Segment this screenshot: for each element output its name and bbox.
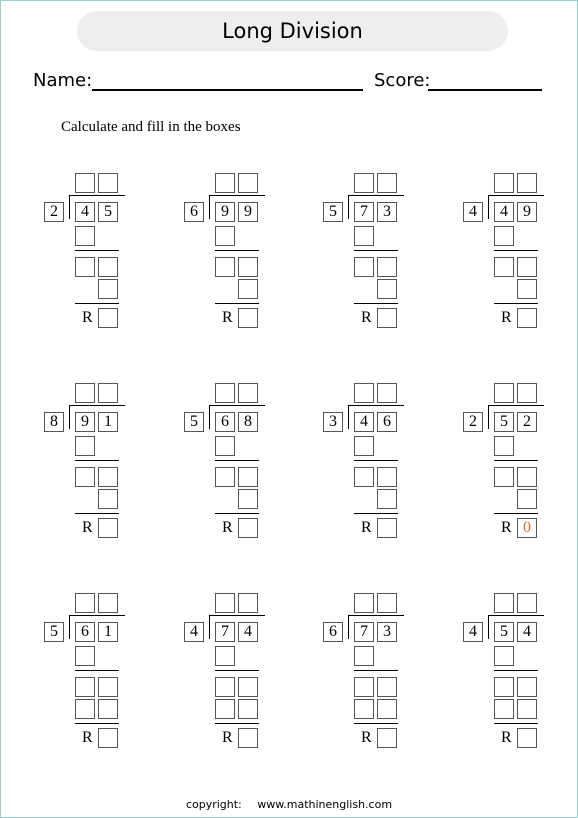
first-product-box[interactable] <box>75 226 95 246</box>
quotient-ones-box[interactable] <box>377 383 397 403</box>
second-product-box[interactable] <box>98 279 118 299</box>
second-product-box[interactable] <box>377 489 397 509</box>
remainder-box[interactable] <box>377 518 397 538</box>
dividend-ones-box: 3 <box>377 202 397 222</box>
division-bar <box>348 195 404 196</box>
remainder-box[interactable] <box>238 518 258 538</box>
remainder-box[interactable] <box>98 308 118 328</box>
dividend-tens-box: 6 <box>215 412 235 432</box>
quotient-tens-box[interactable] <box>354 173 374 193</box>
dividend-tens-box: 9 <box>75 412 95 432</box>
division-bracket <box>348 405 349 429</box>
division-bar <box>69 405 125 406</box>
subtraction-line <box>75 303 119 304</box>
division-bar <box>488 405 544 406</box>
division-problem <box>44 173 164 333</box>
division-problem <box>184 173 304 333</box>
score-field[interactable] <box>428 89 542 91</box>
divisor-box: 4 <box>463 202 483 222</box>
difference-tens-box[interactable] <box>75 677 95 697</box>
remainder-label: R <box>82 309 93 326</box>
second-product-box[interactable] <box>377 279 397 299</box>
difference-tens-box[interactable] <box>494 467 514 487</box>
difference-tens-box[interactable] <box>75 467 95 487</box>
subtraction-line <box>494 250 538 251</box>
subtraction-line <box>215 460 259 461</box>
remainder-label: R <box>501 519 512 536</box>
second-product-tens-box[interactable] <box>75 699 95 719</box>
division-problem <box>44 593 164 753</box>
difference-tens-box[interactable] <box>494 677 514 697</box>
subtraction-line <box>354 303 398 304</box>
remainder-label: R <box>222 519 233 536</box>
subtraction-line <box>494 460 538 461</box>
difference-ones-box[interactable] <box>238 257 258 277</box>
quotient-tens-box[interactable] <box>215 383 235 403</box>
subtraction-line <box>494 513 538 514</box>
dividend-ones-box: 1 <box>98 412 118 432</box>
dividend-tens-box: 7 <box>215 622 235 642</box>
quotient-tens-box[interactable] <box>354 383 374 403</box>
difference-tens-box[interactable] <box>215 677 235 697</box>
quotient-tens-box[interactable] <box>75 383 95 403</box>
quotient-ones-box[interactable] <box>517 593 537 613</box>
division-problem <box>323 173 443 333</box>
difference-ones-box[interactable] <box>517 677 537 697</box>
divisor-box: 2 <box>463 412 483 432</box>
quotient-tens-box[interactable] <box>75 173 95 193</box>
division-bar <box>209 615 265 616</box>
first-product-box[interactable] <box>494 646 514 666</box>
difference-ones-box[interactable] <box>517 467 537 487</box>
divisor-box: 4 <box>463 622 483 642</box>
remainder-box[interactable] <box>238 728 258 748</box>
second-product-ones-box[interactable] <box>238 699 258 719</box>
difference-ones-box[interactable] <box>238 467 258 487</box>
division-bracket <box>209 405 210 429</box>
quotient-tens-box[interactable] <box>354 593 374 613</box>
division-bracket <box>69 615 70 639</box>
subtraction-line <box>494 303 538 304</box>
difference-ones-box[interactable] <box>98 677 118 697</box>
quotient-tens-box[interactable] <box>75 593 95 613</box>
name-label: Name: <box>33 70 93 91</box>
second-product-tens-box[interactable] <box>494 699 514 719</box>
divisor-box: 6 <box>323 622 343 642</box>
first-product-box[interactable] <box>215 436 235 456</box>
remainder-box[interactable] <box>98 518 118 538</box>
quotient-ones-box[interactable] <box>517 173 537 193</box>
difference-tens-box[interactable] <box>494 257 514 277</box>
subtraction-line <box>75 250 119 251</box>
first-product-box[interactable] <box>494 226 514 246</box>
quotient-tens-box[interactable] <box>494 383 514 403</box>
dividend-ones-box: 5 <box>98 202 118 222</box>
remainder-label: R <box>361 519 372 536</box>
remainder-label: R <box>82 729 93 746</box>
dividend-tens-box: 4 <box>354 412 374 432</box>
difference-ones-box[interactable] <box>377 257 397 277</box>
division-bar <box>209 195 265 196</box>
remainder-label: R <box>361 309 372 326</box>
difference-tens-box[interactable] <box>354 257 374 277</box>
division-problem <box>184 593 304 753</box>
division-bar <box>348 405 404 406</box>
quotient-tens-box[interactable] <box>215 593 235 613</box>
divisor-box: 5 <box>184 412 204 432</box>
first-product-box[interactable] <box>354 436 374 456</box>
division-problem <box>463 593 578 753</box>
first-product-box[interactable] <box>494 436 514 456</box>
divisor-box: 5 <box>44 622 64 642</box>
second-product-ones-box[interactable] <box>98 699 118 719</box>
remainder-box[interactable] <box>377 728 397 748</box>
first-product-box[interactable] <box>215 646 235 666</box>
dividend-ones-box: 9 <box>238 202 258 222</box>
worksheet-title: Long Division <box>77 11 508 51</box>
remainder-box[interactable]: 0 <box>517 518 537 538</box>
quotient-ones-box[interactable] <box>517 383 537 403</box>
division-bar <box>209 405 265 406</box>
division-problem <box>184 383 304 543</box>
dividend-tens-box: 7 <box>354 622 374 642</box>
quotient-tens-box[interactable] <box>494 173 514 193</box>
dividend-tens-box: 7 <box>354 202 374 222</box>
difference-ones-box[interactable] <box>377 677 397 697</box>
second-product-ones-box[interactable] <box>377 699 397 719</box>
difference-ones-box[interactable] <box>98 467 118 487</box>
second-product-box[interactable] <box>517 279 537 299</box>
difference-ones-box[interactable] <box>98 257 118 277</box>
divisor-box: 6 <box>184 202 204 222</box>
subtraction-line <box>215 303 259 304</box>
divisor-box: 3 <box>323 412 343 432</box>
division-bracket <box>488 195 489 219</box>
divisor-box: 5 <box>323 202 343 222</box>
subtraction-line <box>354 513 398 514</box>
second-product-box[interactable] <box>98 489 118 509</box>
dividend-ones-box: 4 <box>238 622 258 642</box>
difference-ones-box[interactable] <box>238 677 258 697</box>
quotient-ones-box[interactable] <box>238 383 258 403</box>
first-product-box[interactable] <box>354 646 374 666</box>
subtraction-line <box>494 670 538 671</box>
instruction-text: Calculate and fill in the boxes <box>61 119 241 135</box>
remainder-label: R <box>82 519 93 536</box>
difference-tens-box[interactable] <box>354 467 374 487</box>
quotient-ones-box[interactable] <box>98 383 118 403</box>
remainder-box[interactable] <box>238 308 258 328</box>
subtraction-line <box>75 513 119 514</box>
division-bracket <box>488 405 489 429</box>
subtraction-line <box>354 670 398 671</box>
first-product-box[interactable] <box>75 436 95 456</box>
subtraction-line <box>354 723 398 724</box>
quotient-ones-box[interactable] <box>238 173 258 193</box>
website-link[interactable]: www.mathinenglish.com <box>257 798 393 811</box>
remainder-box[interactable] <box>377 308 397 328</box>
difference-ones-box[interactable] <box>377 467 397 487</box>
quotient-ones-box[interactable] <box>98 593 118 613</box>
subtraction-line <box>75 670 119 671</box>
quotient-ones-box[interactable] <box>98 173 118 193</box>
dividend-tens-box: 6 <box>75 622 95 642</box>
dividend-ones-box: 8 <box>238 412 258 432</box>
division-bracket <box>348 615 349 639</box>
division-bracket <box>69 405 70 429</box>
dividend-tens-box: 5 <box>494 412 514 432</box>
remainder-label: R <box>222 729 233 746</box>
first-product-box[interactable] <box>215 226 235 246</box>
remainder-box[interactable] <box>98 728 118 748</box>
difference-tens-box[interactable] <box>75 257 95 277</box>
quotient-ones-box[interactable] <box>377 593 397 613</box>
subtraction-line <box>215 513 259 514</box>
dividend-ones-box: 9 <box>517 202 537 222</box>
dividend-tens-box: 9 <box>215 202 235 222</box>
division-bar <box>69 195 125 196</box>
division-problem <box>323 593 443 753</box>
subtraction-line <box>354 460 398 461</box>
copyright-label: copyright: <box>185 798 242 811</box>
division-bracket <box>209 615 210 639</box>
dividend-tens-box: 4 <box>494 202 514 222</box>
second-product-box[interactable] <box>238 279 258 299</box>
second-product-box[interactable] <box>238 489 258 509</box>
dividend-tens-box: 4 <box>75 202 95 222</box>
division-problem <box>463 173 578 333</box>
subtraction-line <box>75 460 119 461</box>
division-problem <box>44 383 164 543</box>
score-label: Score: <box>374 70 431 91</box>
footer <box>0 798 578 811</box>
difference-tens-box[interactable] <box>215 257 235 277</box>
name-field[interactable] <box>92 89 363 91</box>
remainder-label: R <box>361 729 372 746</box>
division-bar <box>69 615 125 616</box>
remainder-label: R <box>222 309 233 326</box>
difference-tens-box[interactable] <box>215 467 235 487</box>
subtraction-line <box>215 670 259 671</box>
second-product-tens-box[interactable] <box>354 699 374 719</box>
first-product-box[interactable] <box>354 226 374 246</box>
subtraction-line <box>75 723 119 724</box>
quotient-tens-box[interactable] <box>494 593 514 613</box>
difference-ones-box[interactable] <box>517 257 537 277</box>
dividend-ones-box: 1 <box>98 622 118 642</box>
remainder-box[interactable] <box>517 308 537 328</box>
division-bar <box>348 615 404 616</box>
quotient-tens-box[interactable] <box>215 173 235 193</box>
dividend-ones-box: 2 <box>517 412 537 432</box>
divisor-box: 2 <box>44 202 64 222</box>
second-product-tens-box[interactable] <box>215 699 235 719</box>
dividend-ones-box: 4 <box>517 622 537 642</box>
remainder-box[interactable] <box>517 728 537 748</box>
division-problem <box>323 383 443 543</box>
divisor-box: 8 <box>44 412 64 432</box>
quotient-ones-box[interactable] <box>377 173 397 193</box>
division-bar <box>488 195 544 196</box>
dividend-tens-box: 5 <box>494 622 514 642</box>
remainder-label: R <box>501 729 512 746</box>
division-bracket <box>348 195 349 219</box>
second-product-box[interactable] <box>517 489 537 509</box>
quotient-ones-box[interactable] <box>238 593 258 613</box>
subtraction-line <box>354 250 398 251</box>
division-bar <box>488 615 544 616</box>
division-problem <box>463 383 578 543</box>
dividend-ones-box: 3 <box>377 622 397 642</box>
dividend-ones-box: 6 <box>377 412 397 432</box>
division-bracket <box>209 195 210 219</box>
subtraction-line <box>215 250 259 251</box>
first-product-box[interactable] <box>75 646 95 666</box>
difference-tens-box[interactable] <box>354 677 374 697</box>
subtraction-line <box>215 723 259 724</box>
divisor-box: 4 <box>184 622 204 642</box>
remainder-label: R <box>501 309 512 326</box>
division-bracket <box>488 615 489 639</box>
division-bracket <box>69 195 70 219</box>
subtraction-line <box>494 723 538 724</box>
second-product-ones-box[interactable] <box>517 699 537 719</box>
